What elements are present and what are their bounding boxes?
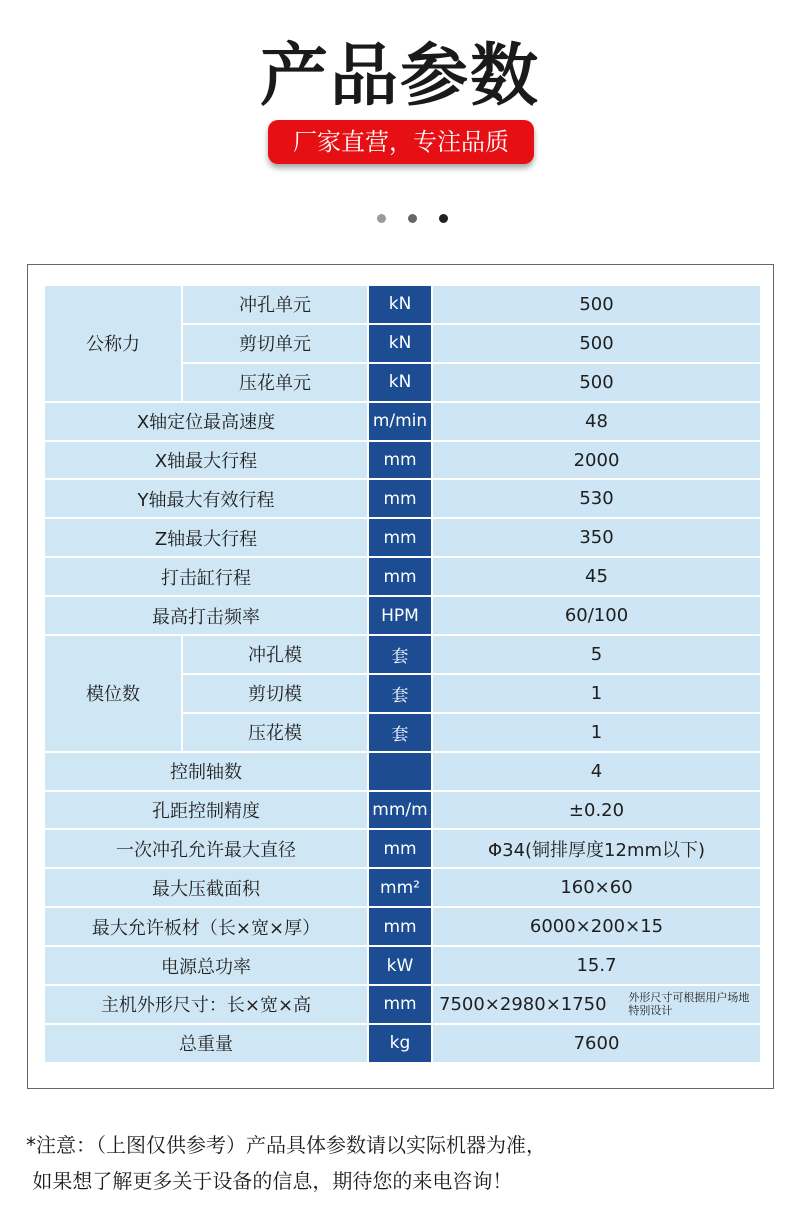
param-unit: mm²: [367, 869, 433, 908]
param-unit: 套: [367, 714, 433, 753]
param-value-with-note: [433, 986, 760, 1025]
param-note: [628, 991, 749, 1017]
table-row: [45, 286, 760, 325]
param-label: 电源总功率: [45, 947, 367, 986]
carousel-dots: [377, 214, 448, 224]
carousel-dot-1[interactable]: [377, 214, 386, 223]
table-row: [45, 480, 760, 519]
disclaimer-line: *注意：（上图仅供参考）产品具体参数请以实际机器为准，: [26, 1133, 546, 1157]
param-label: 主机外形尺寸：长×宽×高: [45, 986, 367, 1025]
param-value: 4: [433, 753, 760, 792]
param-value: 350: [433, 519, 760, 558]
param-label: 最大允许板材（长×宽×厚）: [45, 908, 367, 947]
page-title: 产品参数: [259, 37, 540, 116]
table-row: [45, 519, 760, 558]
param-unit: 套: [367, 675, 433, 714]
table-row: [45, 403, 760, 442]
param-value: 500: [433, 364, 760, 403]
param-label: 最大压截面积: [45, 869, 367, 908]
spec-table: [45, 286, 760, 1064]
param-label: 剪切模: [183, 675, 367, 714]
param-value: 7600: [433, 1025, 760, 1064]
disclaimer-line: 如果想了解更多关于设备的信息，期待您的来电咨询！: [26, 1169, 513, 1193]
param-value: 1: [433, 675, 760, 714]
param-value: 45: [433, 558, 760, 597]
param-label: 剪切单元: [183, 325, 367, 364]
param-value: Φ34(铜排厚度12mm以下): [433, 830, 760, 869]
group-label-die-positions: 模位数: [45, 636, 183, 753]
param-note-line: 特别设计: [628, 1004, 673, 1018]
param-value: ±0.20: [433, 792, 760, 831]
table-row: [45, 442, 760, 481]
param-label: X轴定位最高速度: [45, 403, 367, 442]
group-label-nominal-force: 公称力: [45, 286, 183, 403]
param-value: 7500×2980×1750: [439, 993, 607, 1015]
param-unit: mm: [367, 519, 433, 558]
param-value: 160×60: [433, 869, 760, 908]
param-unit: kg: [367, 1025, 433, 1064]
param-value: 530: [433, 480, 760, 519]
param-value: 2000: [433, 442, 760, 481]
param-label: 压花单元: [183, 364, 367, 403]
param-label: 冲孔模: [183, 636, 367, 675]
param-label: 压花模: [183, 714, 367, 753]
param-unit: mm: [367, 830, 433, 869]
param-value: 1: [433, 714, 760, 753]
param-label: 最高打击频率: [45, 597, 367, 636]
param-value: 500: [433, 286, 760, 325]
param-label: 冲孔单元: [183, 286, 367, 325]
table-row: [45, 908, 760, 947]
param-label: 打击缸行程: [45, 558, 367, 597]
param-unit: mm: [367, 442, 433, 481]
param-unit: kW: [367, 947, 433, 986]
param-value: 500: [433, 325, 760, 364]
disclaimer: [26, 1127, 786, 1199]
table-row: [45, 947, 760, 986]
param-unit: mm: [367, 908, 433, 947]
param-unit: mm: [367, 986, 433, 1025]
param-unit: mm: [367, 558, 433, 597]
param-value: 15.7: [433, 947, 760, 986]
param-unit: kN: [367, 364, 433, 403]
table-row: [45, 792, 760, 831]
param-label: 控制轴数: [45, 753, 367, 792]
param-value: 5: [433, 636, 760, 675]
param-label: X轴最大行程: [45, 442, 367, 481]
param-label: Y轴最大有效行程: [45, 480, 367, 519]
param-unit: kN: [367, 325, 433, 364]
param-unit: mm: [367, 480, 433, 519]
param-unit: HPM: [367, 597, 433, 636]
table-row: [45, 830, 760, 869]
param-unit: kN: [367, 286, 433, 325]
table-row: [45, 869, 760, 908]
param-label: 总重量: [45, 1025, 367, 1064]
param-unit: 套: [367, 636, 433, 675]
param-value: 60/100: [433, 597, 760, 636]
table-row: [45, 558, 760, 597]
table-row: [45, 1025, 760, 1064]
param-value: 48: [433, 403, 760, 442]
carousel-dot-2[interactable]: [408, 214, 417, 223]
param-unit: mm/m: [367, 792, 433, 831]
param-label: 一次冲孔允许最大直径: [45, 830, 367, 869]
param-unit: m/min: [367, 403, 433, 442]
table-row: [45, 597, 760, 636]
table-row: [45, 986, 760, 1025]
table-row: [45, 753, 760, 792]
param-value: 6000×200×15: [433, 908, 760, 947]
param-note-line: 外形尺寸可根据用户场地: [628, 991, 750, 1005]
table-row: [45, 636, 760, 675]
carousel-dot-3-active[interactable]: [439, 214, 448, 223]
param-label: 孔距控制精度: [45, 792, 367, 831]
param-label: Z轴最大行程: [45, 519, 367, 558]
slogan-badge: 厂家直营，专注品质: [268, 120, 534, 164]
param-unit: [367, 753, 433, 792]
